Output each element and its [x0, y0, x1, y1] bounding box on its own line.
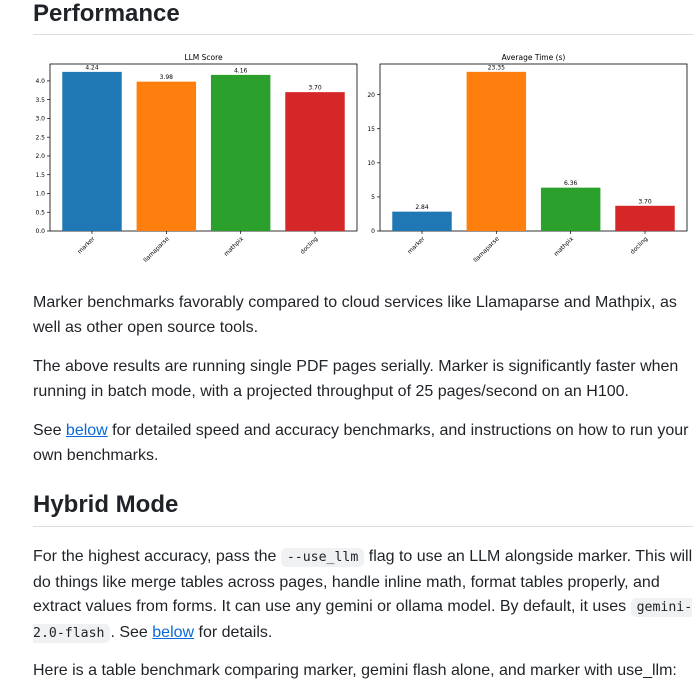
data-label: 3.98 [159, 74, 174, 82]
text-segment: for details. [194, 623, 273, 641]
y-tick-label: 5 [371, 194, 375, 202]
text-segment: flag to use an LLM alongside marker. This will do things like merge tables across pages, handle inline math, format tables properly, and extract values from forms. It can use any gemini or ollama model. By default, it uses [33, 548, 693, 615]
y-tick-label: 3.0 [35, 115, 45, 123]
data-label: 4.24 [85, 64, 99, 72]
y-tick-label: 3.5 [35, 96, 45, 104]
bar [211, 75, 270, 231]
x-tick-label: llamaparse [472, 235, 501, 264]
y-tick-label: 20 [367, 91, 375, 99]
bar [392, 212, 451, 231]
x-tick-label: marker [406, 235, 427, 256]
data-label: 3.70 [638, 198, 652, 206]
paragraph-benchmark-summary: Marker benchmarks favorably compared to cloud services like Llamaparse and Mathpix, as well as other open source tools. [33, 294, 677, 336]
performance-heading: Performance [33, 0, 180, 27]
paragraph-see-below [33, 419, 693, 468]
bar [62, 72, 121, 231]
paragraph-table-benchmark: Here is a table benchmark comparing marker, gemini flash alone, and marker with use_llm: [33, 662, 677, 679]
model-name-code: gemini-2.0-flash [33, 600, 693, 641]
data-label: 23.35 [487, 64, 505, 72]
data-label: 2.84 [415, 204, 429, 212]
chart-title: LLM Score [184, 53, 223, 62]
llm-score-chart [30, 50, 360, 270]
heading-divider [33, 34, 693, 35]
y-tick-label: 2.5 [35, 134, 45, 142]
y-tick-label: 1.0 [35, 190, 45, 198]
bar [541, 188, 600, 231]
paragraph-batch-mode: The above results are running single PDF pages serially. Marker is significantly faster when running in batch mode, with a projected throughput of 25 pages/second on an H100. [33, 358, 679, 400]
x-tick-label: marker [76, 235, 97, 256]
text-segment: For the highest accuracy, pass the [33, 548, 281, 565]
y-tick-label: 0.5 [35, 209, 45, 217]
bar [285, 92, 344, 231]
x-tick-label: llamaparse [142, 235, 171, 264]
bar [467, 72, 526, 231]
hybrid-mode-heading: Hybrid Mode [33, 491, 179, 518]
text-segment: . See [110, 623, 153, 641]
y-tick-label: 2.0 [35, 153, 45, 161]
bar [137, 82, 196, 231]
data-label: 4.16 [233, 67, 248, 75]
below-link[interactable]: below [65, 422, 108, 439]
x-tick-label: mathpix [222, 235, 246, 258]
y-tick-label: 4.0 [35, 78, 45, 86]
y-tick-label: 10 [367, 160, 375, 168]
x-tick-label: docling [629, 235, 650, 256]
data-label: 3.70 [308, 84, 322, 92]
heading-divider [33, 526, 693, 527]
y-tick-label: 0 [371, 228, 375, 236]
data-label: 6.36 [563, 180, 578, 188]
text-segment: See [33, 422, 66, 439]
bar [615, 206, 674, 231]
paragraph-use-llm [33, 545, 693, 646]
chart-title: Average Time (s) [501, 53, 566, 62]
y-tick-label: 0.0 [35, 228, 45, 236]
x-tick-label: mathpix [552, 235, 576, 258]
y-tick-label: 1.5 [35, 171, 45, 179]
x-tick-label: docling [299, 235, 320, 256]
y-tick-label: 15 [367, 125, 375, 133]
average-time-chart [360, 50, 690, 270]
use-llm-code: --use_llm [281, 548, 364, 567]
text-segment: for detailed speed and accuracy benchmarks, and instructions on how to run your own benchmarks. [33, 422, 689, 464]
below-link[interactable]: below [152, 623, 195, 641]
